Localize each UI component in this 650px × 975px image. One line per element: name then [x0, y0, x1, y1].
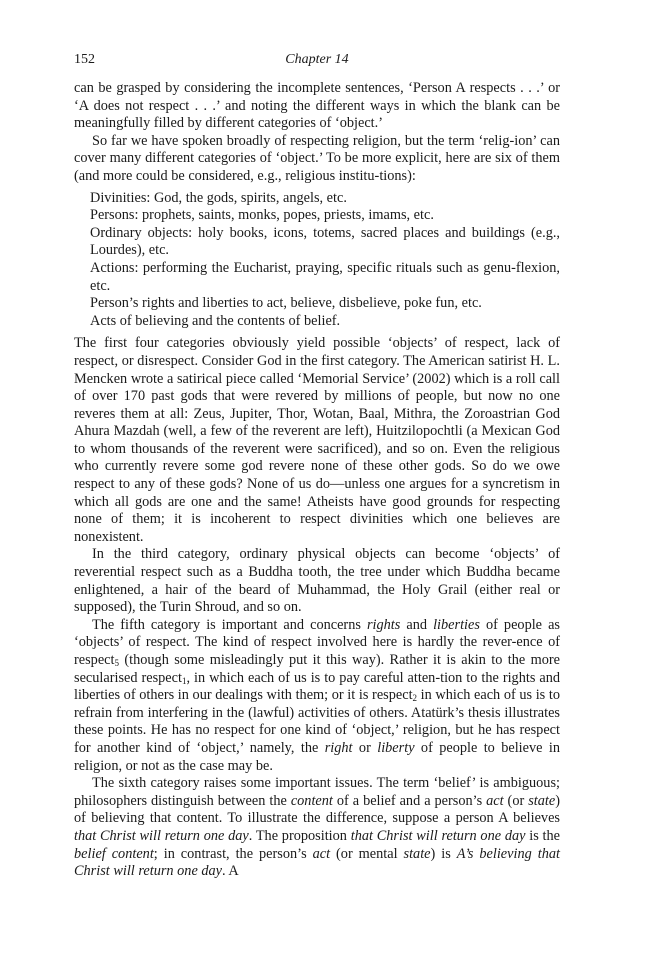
emphasis: state	[403, 845, 431, 862]
emphasis: that Christ will return one day	[74, 827, 249, 844]
text-run: of people as ‘objects’ of respect. The kind of respect involved here is hardly the rever-ence of respect	[74, 616, 560, 668]
text-run: in which each of us is to refrain from interfering in the (lawful) activities of others. Atatürk’s thesis illustrates these points. He has no respect for one kind of ‘object,’ religion, but he has respect for another kind of ‘object,’ namely, the	[74, 687, 561, 756]
text-run: or	[352, 739, 378, 756]
text-run: is the	[525, 827, 560, 844]
emphasis: that Christ will return one day	[350, 827, 526, 844]
subscript: 2	[412, 693, 418, 704]
running-header	[74, 52, 560, 72]
paragraph-4: In the third category, ordinary physical objects can become ‘objects’ of reverential respect such as a Buddha tooth, the tree under which Buddha became enlightened, a hair of the beard of Muhammad, the Holy Grail (either real or supposed), the Turin Shroud, and so on.	[74, 546, 560, 616]
text-run: The sixth category raises some important issues. The term ‘belief’ is ambiguous; philosophers distinguish between the	[74, 775, 560, 809]
text-run: . The proposition	[248, 827, 351, 844]
paragraph-5	[74, 617, 560, 775]
text-run: The fifth category is important and concerns	[92, 616, 367, 633]
subscript: 5	[114, 658, 119, 668]
subscript: 1	[181, 675, 187, 686]
text-run: ) of believing that content. To illustrate the difference, suppose a person A believes	[74, 792, 560, 827]
category-divinities: Divinities: God, the gods, spirits, angels, etc.	[90, 189, 347, 206]
book-page	[74, 52, 560, 881]
text-run: ; in contrast, the person’s	[153, 845, 313, 862]
emphasis: content	[290, 792, 333, 809]
category-list	[74, 190, 560, 331]
page-number: 152	[74, 52, 95, 67]
emphasis: liberties	[433, 616, 480, 633]
text-run: of a belief and a person’s	[332, 792, 487, 809]
emphasis: belief content	[74, 845, 154, 862]
emphasis: state	[528, 792, 556, 809]
text-run: ) is	[430, 845, 457, 862]
text-run: (or	[503, 792, 529, 809]
text-run: (though some misleadingly put it this way). Rather it is akin to the more secularised respect	[74, 652, 560, 686]
emphasis: act	[312, 845, 331, 862]
category-rights-liberties: Person’s rights and liberties to act, believe, disbelieve, poke fun, etc.	[90, 295, 482, 312]
category-persons: Persons: prophets, saints, monks, popes, priests, imams, etc.	[90, 207, 434, 224]
emphasis: liberty	[377, 739, 415, 756]
emphasis: act	[486, 792, 504, 809]
paragraph-6	[74, 775, 560, 881]
category-ordinary-objects: Ordinary objects: holy books, icons, totems, sacred places and buildings (e.g., Lourdes), etc.	[90, 224, 560, 259]
paragraph-2: So far we have spoken broadly of respecting religion, but the term ‘relig-ion’ can cover many different categories of ‘object.’ To be more explicit, here are six of them (and more could be considered, e.g., religious institu-tions):	[74, 132, 560, 184]
body-text	[74, 80, 560, 881]
text-run: of people to believe in religion, or not as the case may be.	[74, 739, 561, 774]
paragraph-3: The first four categories obviously yield possible ‘objects’ of respect, lack of respect, or disrespect. Consider God in the first category. The American satirist H. L. Mencken wrote a satirical piece called ‘Memorial Service’ (2002) which is a roll call of over 170 past gods that were revered by millions of people, but now no one reveres them at all: Zeus, Jupiter, Thor, Wotan, Baal, Mithra, the Zoroastrian God Ahura Mazdah (well, a few of the reverent are left), Huitzilopochtli (a Mexican God to whom thousands of the reverent were sacrificed), and so on. Even the religious who currently revere some god revere none of these other gods. So do we owe respect to any of these gods? None of us do—unless one argues for a syncretism in which all gods are one and the same! Atheists have good grounds for respecting none of them; it is incoherent to respect divinities which one believes are nonexistent.	[74, 335, 560, 545]
chapter-title: Chapter 14	[285, 52, 349, 67]
emphasis: A’s believing that Christ will return one day	[74, 845, 560, 880]
category-actions: Actions: performing the Eucharist, praying, specific rituals such as genu-flexion, etc.	[90, 259, 560, 294]
emphasis: rights	[366, 616, 401, 633]
text-run: and	[400, 616, 434, 633]
text-run: (or mental	[330, 845, 404, 862]
text-run: , in which each of us is to pay careful atten-tion to the rights and liberties of others in our dealings with them; or it is respect	[74, 669, 560, 704]
emphasis: right	[324, 739, 353, 756]
text-run: . A	[222, 863, 239, 880]
paragraph-1: can be grasped by considering the incomplete sentences, ‘Person A respects . . .’ or ‘A does not respect . . .’ and noting the different ways in which the blank can be meaningfully filled by different categories of ‘object.’	[74, 80, 560, 132]
category-beliefs: Acts of believing and the contents of belief.	[90, 312, 341, 329]
